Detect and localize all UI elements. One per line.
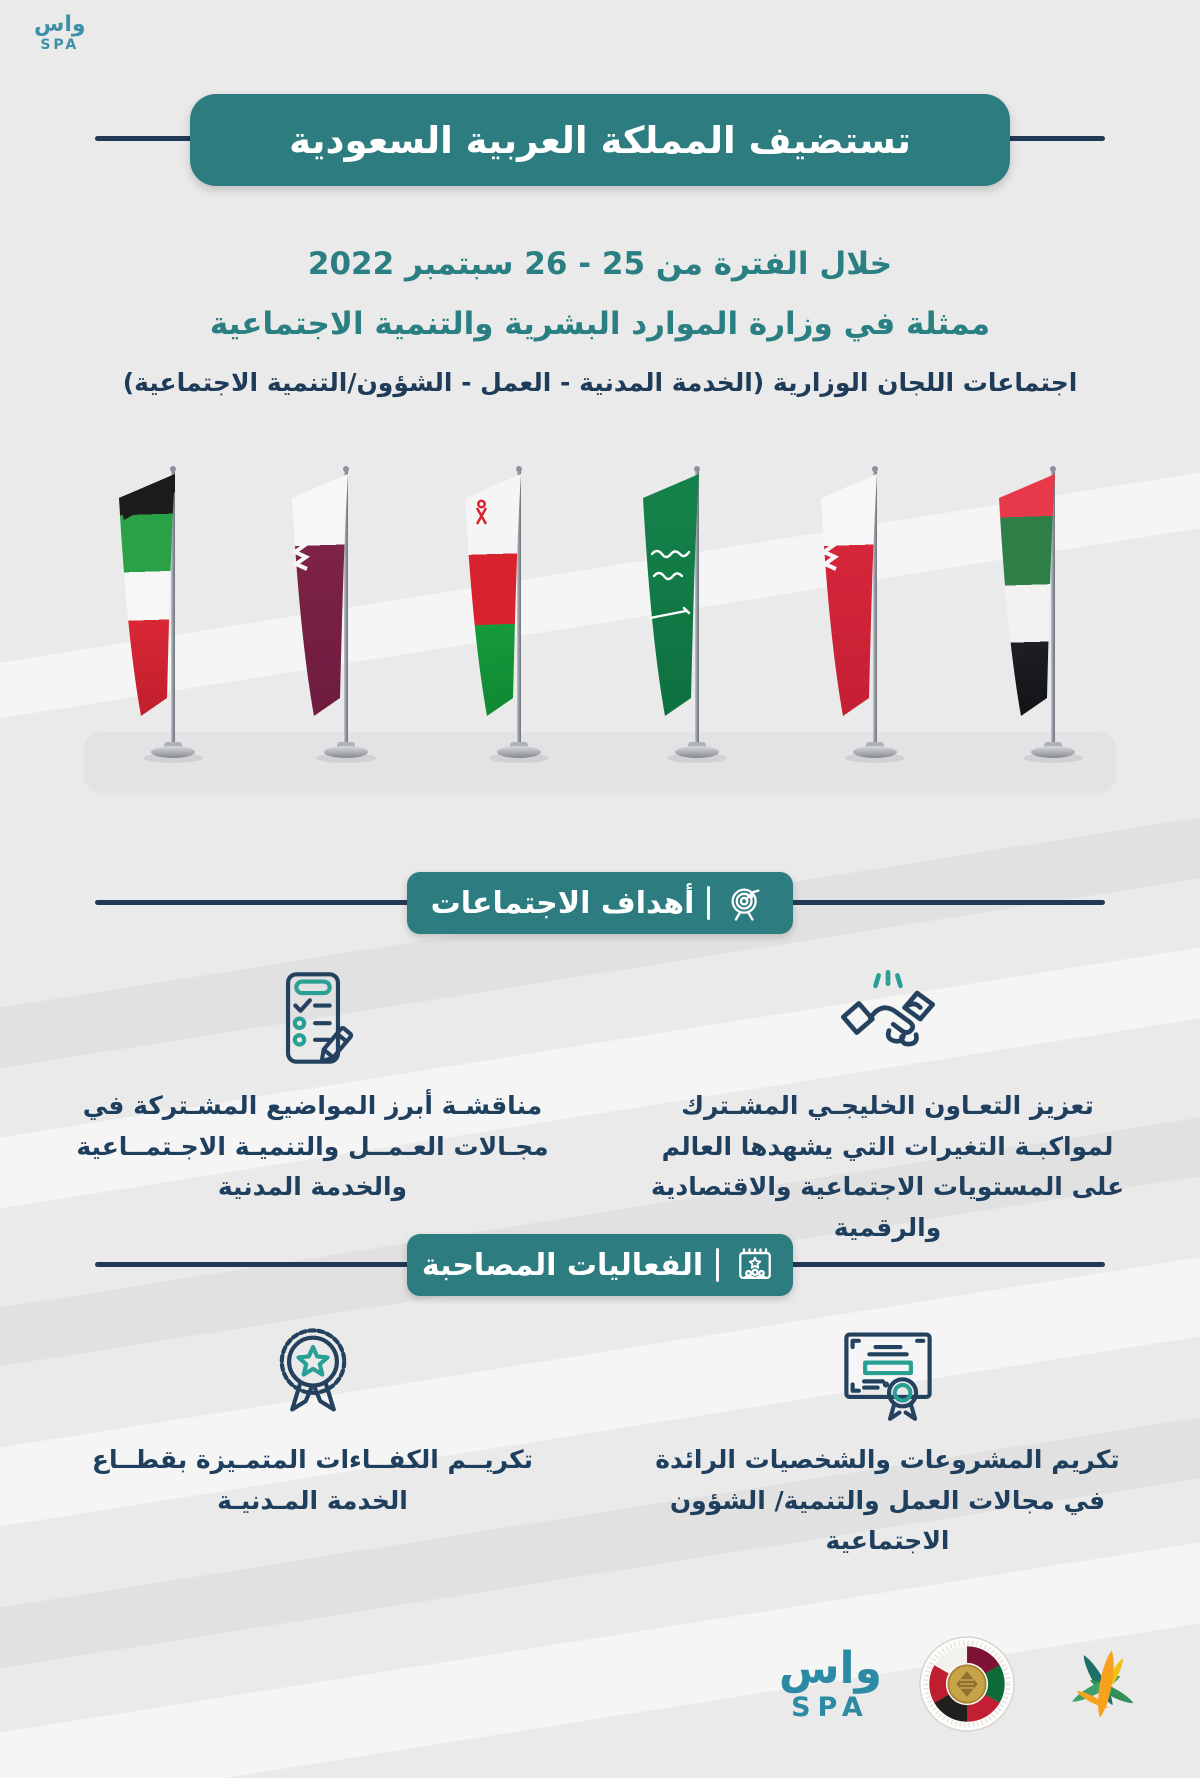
spa-logo-latin: SPA [791,1692,870,1723]
award-medal-icon [261,1320,365,1424]
bahrain-flag [821,466,905,763]
calendar-event-icon [732,1242,778,1288]
title-banner [190,94,1010,186]
kuwait-flag [119,466,203,763]
spa-watermark-logo [34,14,86,52]
objectives-row [60,966,1140,1248]
ministry-hrsd-logo [1052,1636,1152,1732]
checklist-icon [261,966,365,1070]
header-divider [707,886,710,920]
certificate-icon [833,1320,943,1424]
section1-title: أهداف الاجتماعات [430,885,695,921]
spa-watermark-arabic: واس [34,12,86,37]
objective-item-cooperation [635,966,1140,1248]
gcc-emblem [918,1635,1016,1733]
header-divider [716,1248,719,1282]
objective-item-topics [60,966,565,1248]
saudi-arabia-flag [643,466,727,763]
objective-text: تعزيز التعـاون الخليجـي المشـترك لمواكبـة التغيرات التي يشهدها العالم على المستويات الاجتماعية والاقتصادية والرقمية [650,1091,1125,1242]
oman-flag [465,466,549,763]
footer-logos [779,1635,1152,1733]
target-icon [723,880,769,926]
committees-line: اجتماعات اللجان الوزارية (الخدمة المدنية - العمل - الشؤون/التنمية الاجتماعية) [122,368,1078,397]
qatar-flag [292,466,376,763]
spa-watermark-latin: SPA [40,37,80,53]
section2-header [407,1234,793,1296]
event-item-honoring-talents [60,1320,565,1562]
spa-logo [778,1643,882,1723]
section2-title: الفعاليات المصاحبة [421,1247,704,1283]
objective-text: مناقشـة أبرز المواضيع المشـتركة في مجـالات العـمــل والتنميـة الاجـتمــاعية والخدمة المدنية [76,1091,549,1201]
event-item-honoring-projects [635,1320,1140,1562]
ministry-line: ممثلة في وزارة الموارد البشرية والتنمية الاجتماعية [209,306,991,342]
event-text: تكريــم الكفــاءات المتمـيزة بقطــاع الخدمة المـدنيـة [91,1445,534,1515]
spa-logo-arabic: واس [778,1643,882,1694]
event-text: تكريم المشروعات والشخصيات الرائدة في مجالات العمل والتنمية/ الشؤون الاجتماعية [655,1445,1120,1555]
section1-header [407,872,793,934]
page-title: تستضيف المملكة العربية السعودية [289,118,911,162]
uae-flag [999,466,1083,763]
date-line: خلال الفترة من 25 - 26 سبتمبر 2022 [307,246,893,282]
handshake-icon [834,966,942,1070]
events-row [60,1320,1140,1562]
gcc-flags-row [0,458,1200,793]
